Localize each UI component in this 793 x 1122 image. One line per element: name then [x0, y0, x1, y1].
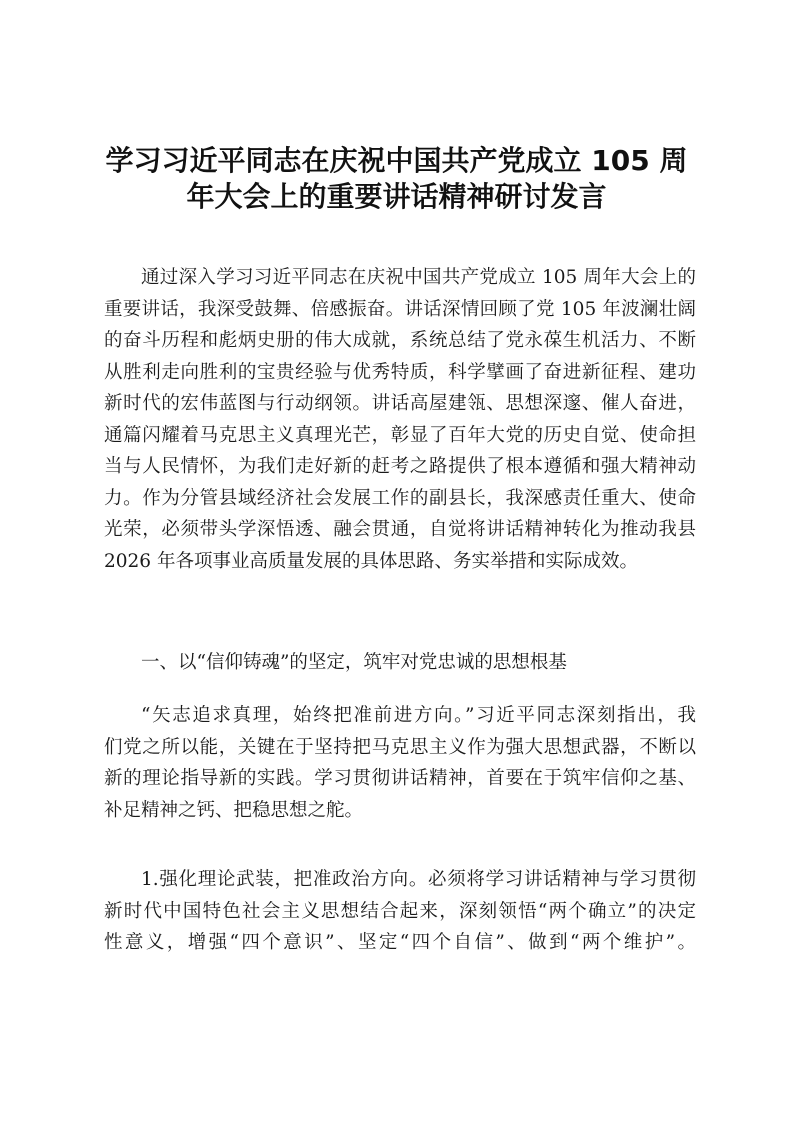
text-line: 重要讲话，我深受鼓舞、倍感振奋。讲话深情回顾了党 105 年波澜壮阔 — [104, 298, 696, 320]
text-line: 光荣，必须带头学深悟透、融会贯通，自觉将讲话精神转化为推动我县 — [104, 519, 696, 540]
text-line: 通篇闪耀着马克思主义真理光芒，彰显了百年大党的历史自觉、使命担 — [104, 424, 696, 446]
paragraph-intro — [104, 262, 696, 577]
text-line: 当与人民情怀，为我们走好新的赶考之路提供了根本遵循和强大精神动 — [104, 456, 696, 477]
paragraph-section-intro — [104, 700, 696, 826]
title-line: 学习习近平同志在庆祝中国共产党成立 105 周 — [105, 144, 688, 177]
text-line: 2026 年各项事业高质量发展的具体思路、务实举措和实际成效。 — [104, 550, 638, 572]
text-line: 的奋斗历程和彪炳史册的伟大成就，系统总结了党永葆生机活力、不断 — [104, 330, 696, 351]
title-line: 年大会上的重要讲话精神研讨发言 — [186, 180, 607, 213]
section-heading: 一、以“信仰铸魂”的坚定，筑牢对党忠诚的思想根基 — [141, 652, 567, 673]
text-line: 新时代中国特色社会主义思想结合起来，深刻领悟“两个确立”的决定 — [104, 900, 696, 922]
text-line: 补足精神之钙、把稳思想之舵。 — [104, 799, 364, 821]
document-title — [60, 143, 733, 215]
text-line: 们党之所以能，关键在于坚持把马克思主义作为强大思想武器，不断以 — [104, 736, 696, 758]
text-line: 从胜利走向胜利的宝贵经验与优秀特质，科学擘画了奋进新征程、建功 — [104, 361, 696, 383]
text-line: 通过深入学习习近平同志在庆祝中国共产党成立 105 周年大会上的 — [141, 267, 696, 288]
paragraph-point-1 — [104, 864, 696, 959]
text-line: 性意义，增强“四个意识”、坚定“四个自信”、做到“两个维护”。 — [104, 932, 696, 953]
text-line: 新的理论指导新的实践。学习贯彻讲话精神，首要在于筑牢信仰之基、 — [104, 768, 696, 789]
text-line: 1.强化理论武装，把准政治方向。必须将学习讲话精神与学习贯彻 — [141, 869, 696, 890]
text-line: 力。作为分管县域经济社会发展工作的副县长，我深感责任重大、使命 — [104, 487, 696, 509]
text-line: “矢志追求真理，始终把准前进方向。”习近平同志深刻指出，我 — [141, 705, 696, 726]
text-line: 新时代的宏伟蓝图与行动纲领。讲话高屋建瓴、思想深邃、催人奋进， — [104, 393, 696, 414]
